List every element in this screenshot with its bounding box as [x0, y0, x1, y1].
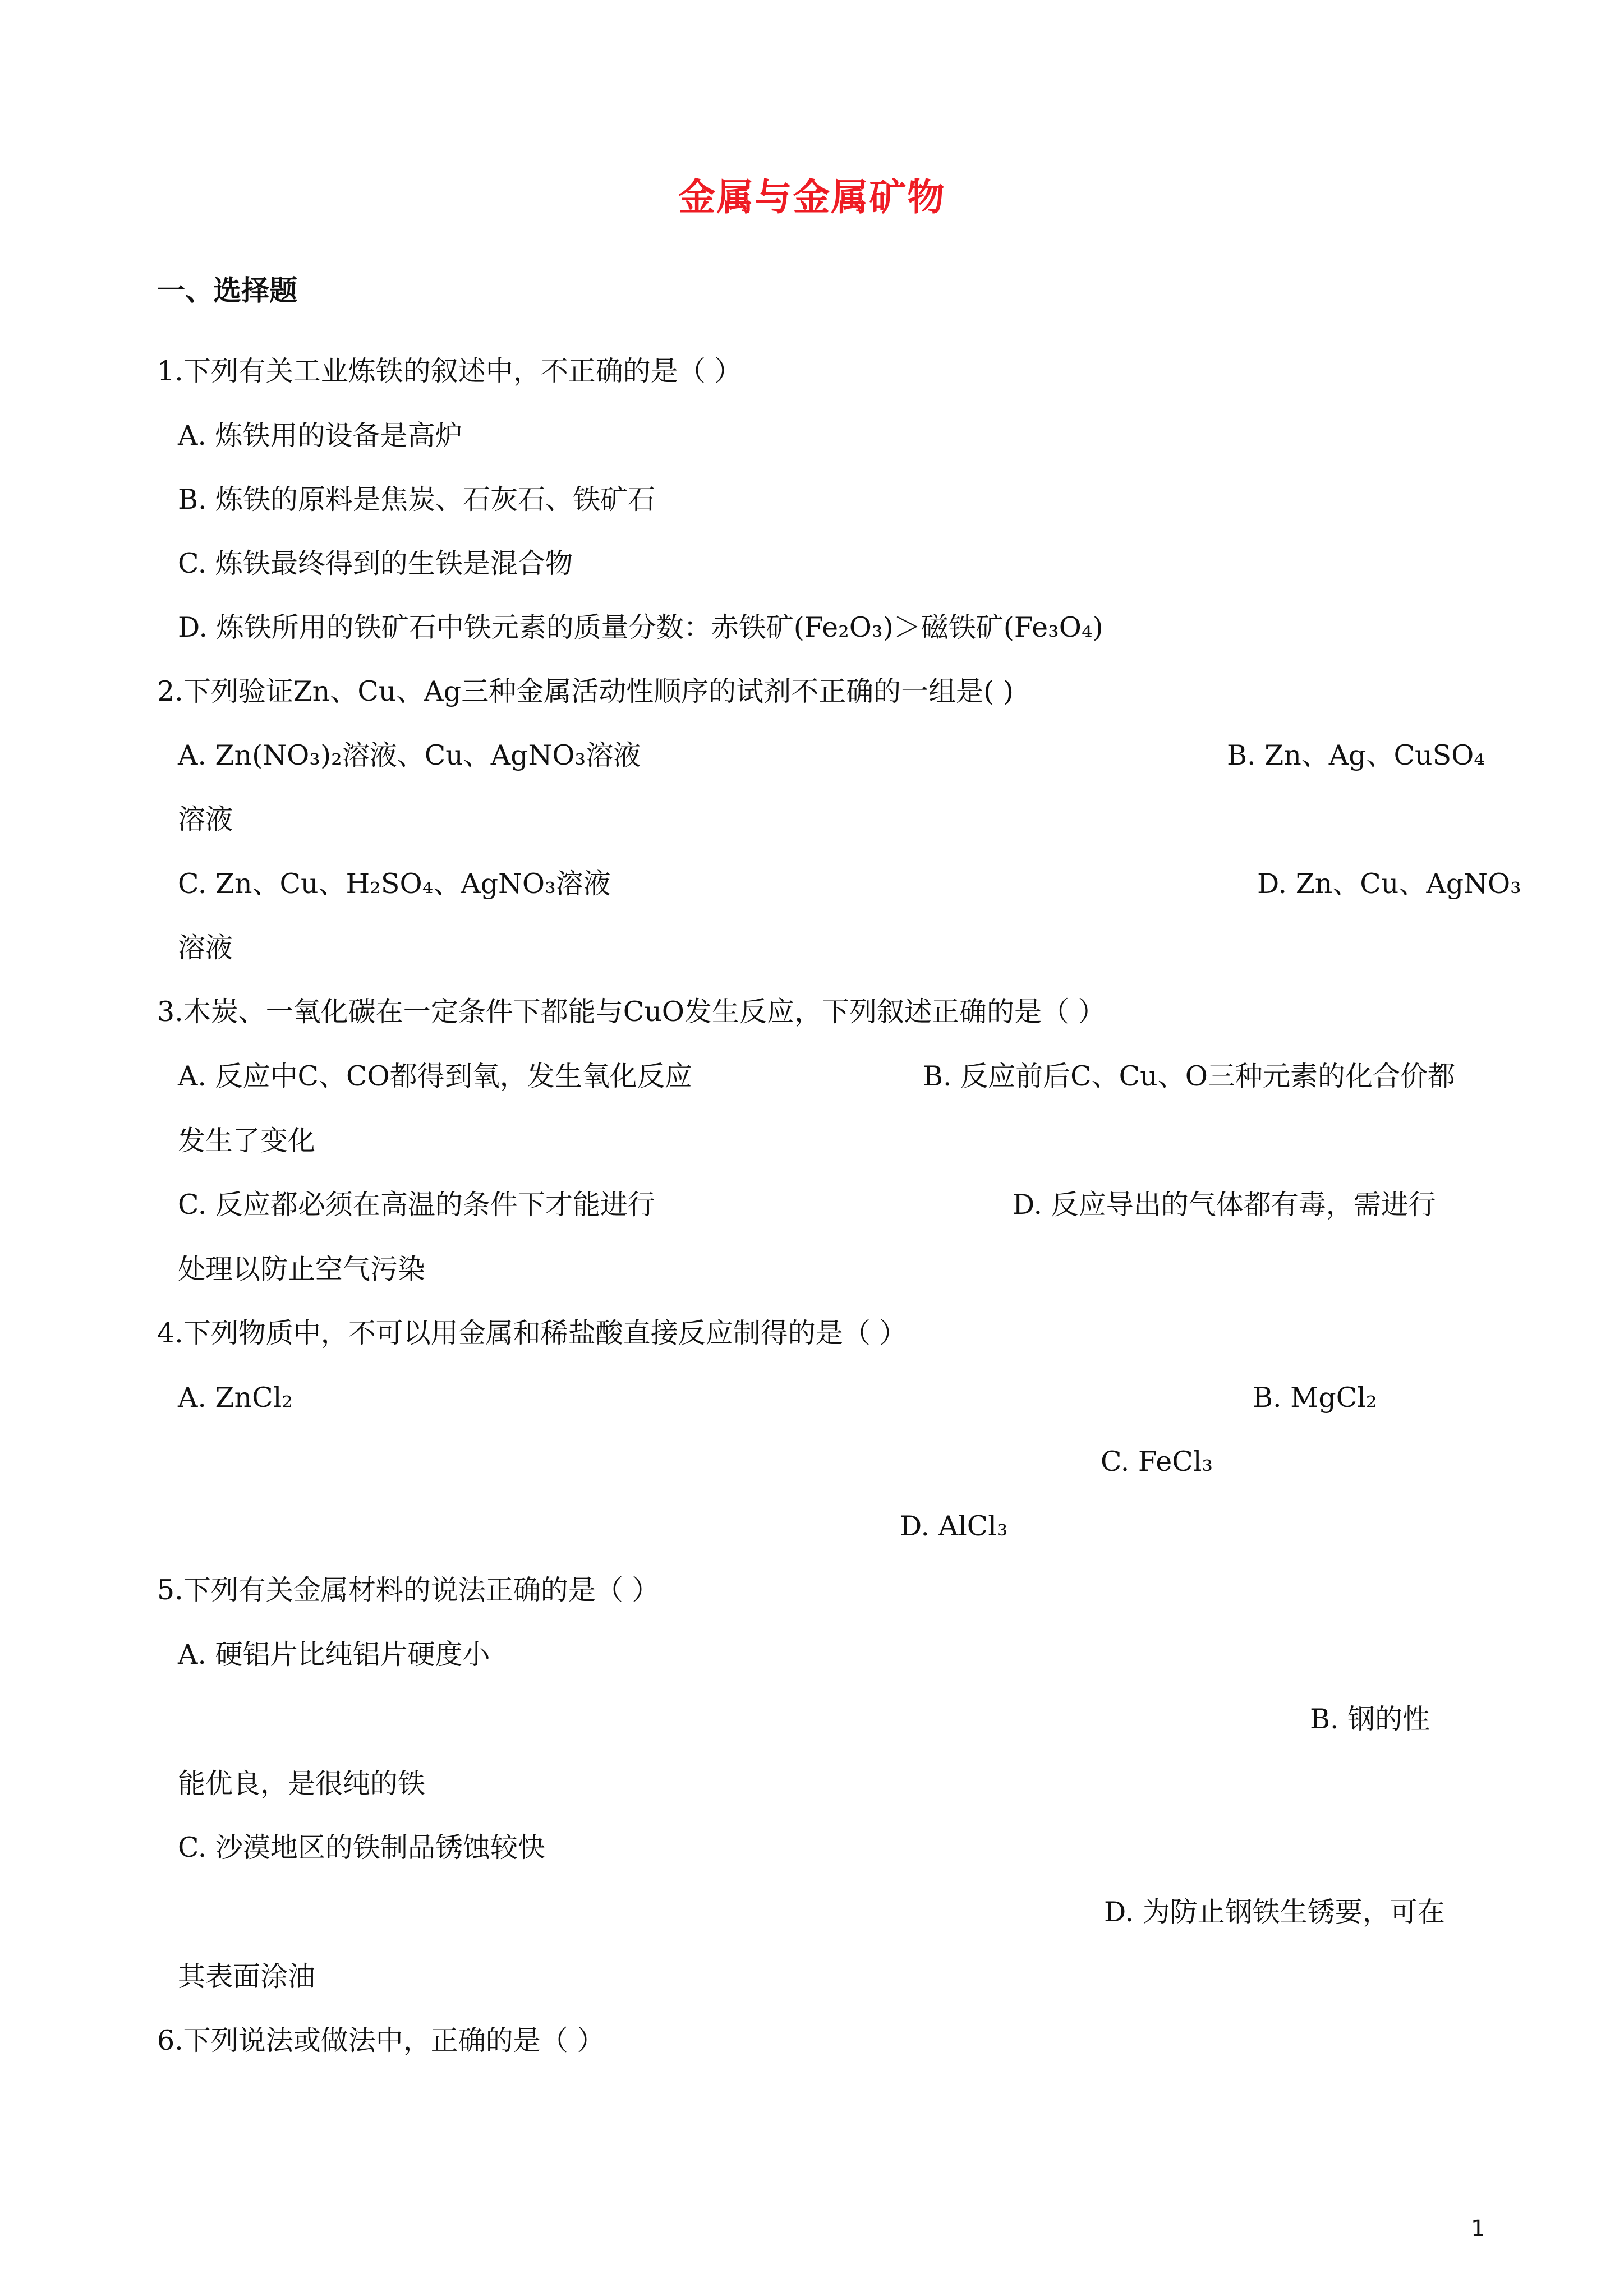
question-1-stem: 1.下列有关工业炼铁的叙述中，不正确的是（ ）	[157, 355, 742, 387]
question-3-option-b: B. 反应前后C、Cu、O三种元素的化合价都	[923, 1060, 1455, 1092]
question-4-option-b: B. MgCl₂	[1253, 1382, 1377, 1414]
question-1-option-a: A. 炼铁用的设备是高炉	[178, 420, 463, 452]
question-2-option-b-continued: 溶液	[178, 803, 233, 835]
question-4-option-a: A. ZnCl₂	[178, 1382, 293, 1414]
question-5-option-a: A. 硬铝片比纯铝片硬度小	[178, 1639, 490, 1671]
question-6-stem: 6.下列说法或做法中，正确的是（ ）	[157, 2024, 605, 2056]
question-3-option-a: A. 反应中C、CO都得到氧，发生氧化反应	[178, 1060, 692, 1092]
question-3-option-d-continued: 处理以防止空气污染	[178, 1253, 426, 1285]
page-number: 1	[1471, 2216, 1485, 2242]
question-1-option-b: B. 炼铁的原料是焦炭、石灰石、铁矿石	[178, 484, 656, 516]
question-3-option-c: C. 反应都必须在高温的条件下才能进行	[178, 1189, 655, 1221]
question-2-option-b: B. Zn、Ag、CuSO₄	[1227, 739, 1485, 771]
section-heading: 一、选择题	[157, 274, 297, 307]
question-3-stem: 3.木炭、一氧化碳在一定条件下都能与CuO发生反应，下列叙述正确的是（ ）	[157, 996, 1106, 1028]
question-4-option-d: D. AlCl₃	[900, 1510, 1008, 1542]
question-2-option-d: D. Zn、Cu、AgNO₃	[1257, 868, 1521, 900]
question-3-option-d: D. 反应导出的气体都有毒，需进行	[1013, 1189, 1436, 1221]
question-5-option-b-continued: 能优良，是很纯的铁	[178, 1768, 426, 1800]
question-5-option-b: B. 钢的性	[1310, 1703, 1430, 1735]
question-4-stem: 4.下列物质中，不可以用金属和稀盐酸直接反应制得的是（ ）	[157, 1317, 907, 1349]
question-2-option-a: A. Zn(NO₃)₂溶液、Cu、AgNO₃溶液	[178, 739, 641, 771]
question-2-option-d-continued: 溶液	[178, 932, 233, 964]
question-1-option-c: C. 炼铁最终得到的生铁是混合物	[178, 547, 573, 579]
question-5-option-d-continued: 其表面涂油	[178, 1961, 316, 1993]
question-5-stem: 5.下列有关金属材料的说法正确的是（ ）	[157, 1574, 660, 1606]
question-1-option-d: D. 炼铁所用的铁矿石中铁元素的质量分数：赤铁矿(Fe₂O₃)＞磁铁矿(Fe₃O₄)	[178, 611, 1103, 643]
question-2-option-c: C. Zn、Cu、H₂SO₄、AgNO₃溶液	[178, 868, 611, 900]
question-5-option-d: D. 为防止钢铁生锈要，可在	[1104, 1896, 1445, 1928]
document-title: 金属与金属矿物	[678, 175, 946, 219]
question-3-option-b-continued: 发生了变化	[178, 1125, 316, 1157]
question-2-stem: 2.下列验证Zn、Cu、Ag三种金属活动性顺序的试剂不正确的一组是( )	[157, 675, 1014, 707]
question-5-option-c: C. 沙漠地区的铁制品锈蚀较快	[178, 1832, 545, 1864]
question-4-option-c: C. FeCl₃	[1101, 1446, 1213, 1478]
